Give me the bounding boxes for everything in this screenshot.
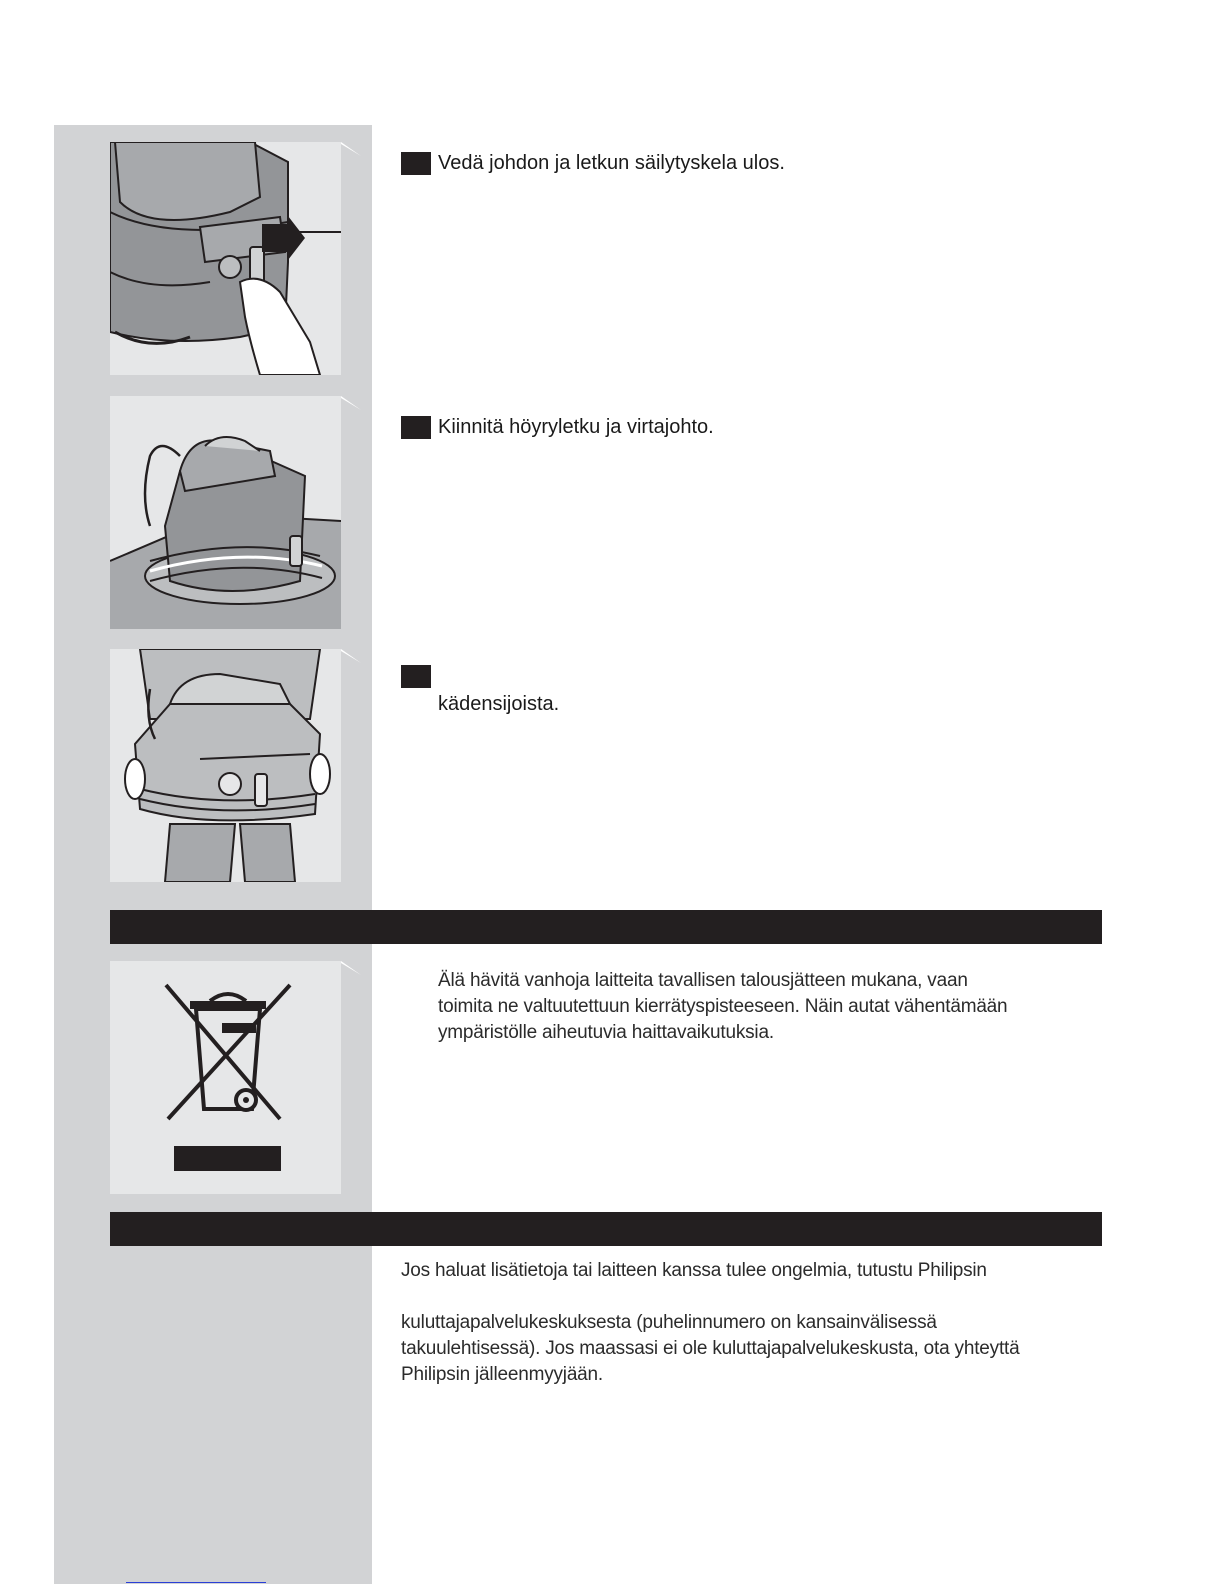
bottom-link-underline[interactable] bbox=[126, 1582, 266, 1583]
illustration-carry-appliance bbox=[110, 649, 341, 882]
section-heading-bar-environment bbox=[110, 910, 1102, 944]
environment-line-3: ympäristölle aiheutuvia haittavaikutuksia. bbox=[438, 1022, 774, 1043]
step-number-box-3 bbox=[401, 665, 431, 688]
service-line-1: Jos haluat lisätietoja tai laitteen kanssa tulee ongelmia, tutustu Philipsin bbox=[401, 1260, 987, 1281]
pointer-notch-3 bbox=[341, 649, 372, 679]
pointer-notch-1 bbox=[341, 142, 372, 172]
step-text-3-line2: kädensijoista. bbox=[438, 693, 560, 715]
step-text-2: Kiinnitä höyryletku ja virtajohto. bbox=[438, 416, 714, 438]
environment-paragraph bbox=[438, 968, 1007, 1046]
pointer-notch-4 bbox=[341, 961, 372, 991]
environment-line-2: toimita ne valtuutettuun kierrätyspisteeseen. Näin autat vähentämään bbox=[438, 996, 1008, 1017]
service-para-line-2: takuulehtisessä). Jos maassasi ei ole kuluttajapalvelukeskusta, ota yhteyttä bbox=[401, 1338, 1020, 1359]
service-para-line-1: kuluttajapalvelukeskuksesta (puhelinnumero on kansainvälisessä bbox=[401, 1312, 937, 1333]
figure-pull-out-cord-reel bbox=[110, 142, 341, 375]
environment-line-1: Älä hävitä vanhoja laitteita tavallisen talousjätteen mukana, vaan bbox=[438, 970, 968, 991]
figure-weee-symbol bbox=[110, 961, 341, 1194]
section-heading-bar-service bbox=[110, 1212, 1102, 1246]
service-paragraph bbox=[401, 1310, 1019, 1388]
figure-attach-hose-and-cord bbox=[110, 396, 341, 629]
crossed-bin-icon bbox=[110, 961, 341, 1194]
service-para-line-3: Philipsin jälleenmyyjään. bbox=[401, 1364, 603, 1385]
figure-carry-by-handles bbox=[110, 649, 341, 882]
illustration-pull-out-reel bbox=[110, 142, 341, 375]
step-number-box-2 bbox=[401, 416, 431, 439]
pointer-notch-2 bbox=[341, 396, 372, 426]
step-number-box-1 bbox=[401, 152, 431, 175]
step-text-1: Vedä johdon ja letkun säilytyskela ulos. bbox=[438, 152, 785, 174]
illustration-attach-hose bbox=[110, 396, 341, 629]
